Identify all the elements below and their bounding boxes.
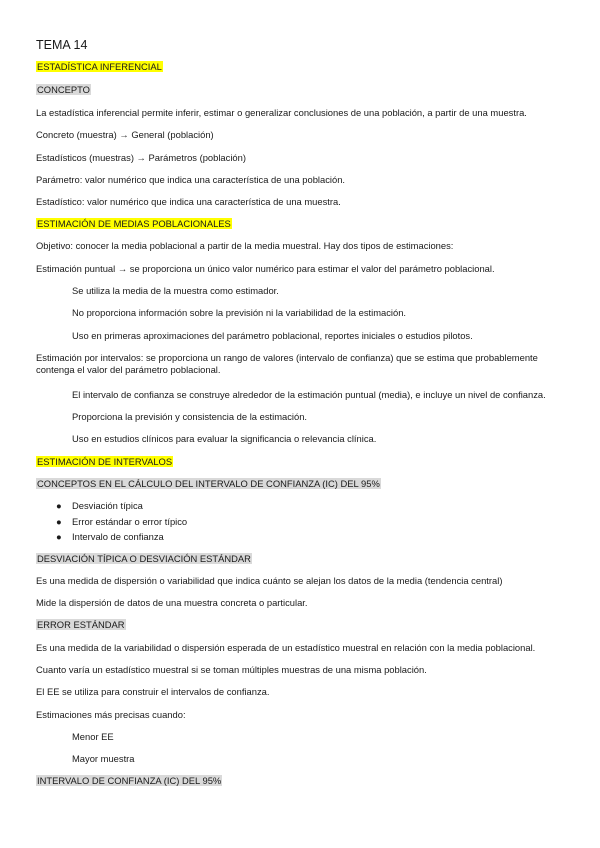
heading-concepto: CONCEPTO (37, 84, 90, 95)
paragraph: Estadístico: valor numérico que indica una característica de una muestra. (36, 196, 341, 207)
heading-desviacion: DESVIACIÓN TÍPICA O DESVIACIÓN ESTÁNDAR (37, 553, 251, 564)
paragraph: Mide la dispersión de datos de una muestra concreta o particular. (36, 597, 308, 608)
indented-paragraph: Uso en primeras aproximaciones del parámetro poblacional, reportes iniciales o estudios pilotos. (72, 330, 473, 341)
paragraph: Parámetro: valor numérico que indica una característica de una población. (36, 174, 346, 185)
paragraph: Concreto (muestra) → General (población) (36, 129, 214, 140)
paragraph: El EE se utiliza para construir el intervalos de confianza. (36, 686, 270, 697)
list-item: ● Intervalo de confianza (56, 531, 164, 542)
heading-intervalo-confianza: INTERVALO DE CONFIANZA (IC) DEL 95% (37, 775, 222, 786)
paragraph: Estimaciones más precisas cuando: (36, 709, 186, 720)
heading-estimacion-medias: ESTIMACIÓN DE MEDIAS POBLACIONALES (37, 218, 231, 229)
heading-conceptos-ic: CONCEPTOS EN EL CÁLCULO DEL INTERVALO DE CONFIANZA (IC) DEL 95% (37, 478, 380, 489)
paragraph: Objetivo: conocer la media poblacional a partir de la media muestral. Hay dos tipos de estimaciones: (36, 240, 454, 251)
indented-paragraph: El intervalo de confianza se construye alrededor de la estimación puntual (media), e incluye un nivel de confianza. (72, 389, 546, 400)
paragraph: Es una medida de la variabilidad o dispersión esperada de un estadístico muestral en relación con la media poblacional. (36, 642, 536, 653)
indented-paragraph: Menor EE (72, 731, 114, 742)
paragraph: Estadísticos (muestras) → Parámetros (población) (36, 152, 246, 163)
paragraph: Estimación puntual → se proporciona un único valor numérico para estimar el valor del parámetro poblacional. (36, 263, 495, 274)
indented-paragraph: Proporciona la previsión y consistencia de la estimación. (72, 411, 308, 422)
paragraph: Es una medida de dispersión o variabilidad que indica cuánto se alejan los datos de la media (tendencia central) (36, 575, 503, 586)
indented-paragraph: No proporciona información sobre la previsión ni la variabilidad de la estimación. (72, 307, 407, 318)
paragraph: La estadística inferencial permite inferir, estimar o generalizar conclusiones de una población, a partir de una muestra. (36, 107, 527, 118)
heading-estimacion-intervalos: ESTIMACIÓN DE INTERVALOS (37, 456, 173, 467)
indented-paragraph: Se utiliza la media de la muestra como estimador. (72, 285, 279, 296)
paragraph: Estimación por intervalos: se proporciona un rango de valores (intervalo de confianza) que se estima que probablemente contenga el valor del parámetro poblacional. (36, 352, 538, 375)
paragraph: Cuanto varía un estadístico muestral si se toman múltiples muestras de una misma población. (36, 664, 427, 675)
heading-error-estandar: ERROR ESTÁNDAR (37, 619, 125, 630)
indented-paragraph: Uso en estudios clínicos para evaluar la significancia o relevancia clínica. (72, 433, 377, 444)
list-item: ● Desviación típica (56, 500, 143, 511)
heading-estadistica-inferencial: ESTADÍSTICA INFERENCIAL (37, 61, 162, 72)
list-item: ● Error estándar o error típico (56, 516, 188, 527)
document-title: TEMA 14 (36, 38, 88, 52)
indented-paragraph: Mayor muestra (72, 753, 135, 764)
